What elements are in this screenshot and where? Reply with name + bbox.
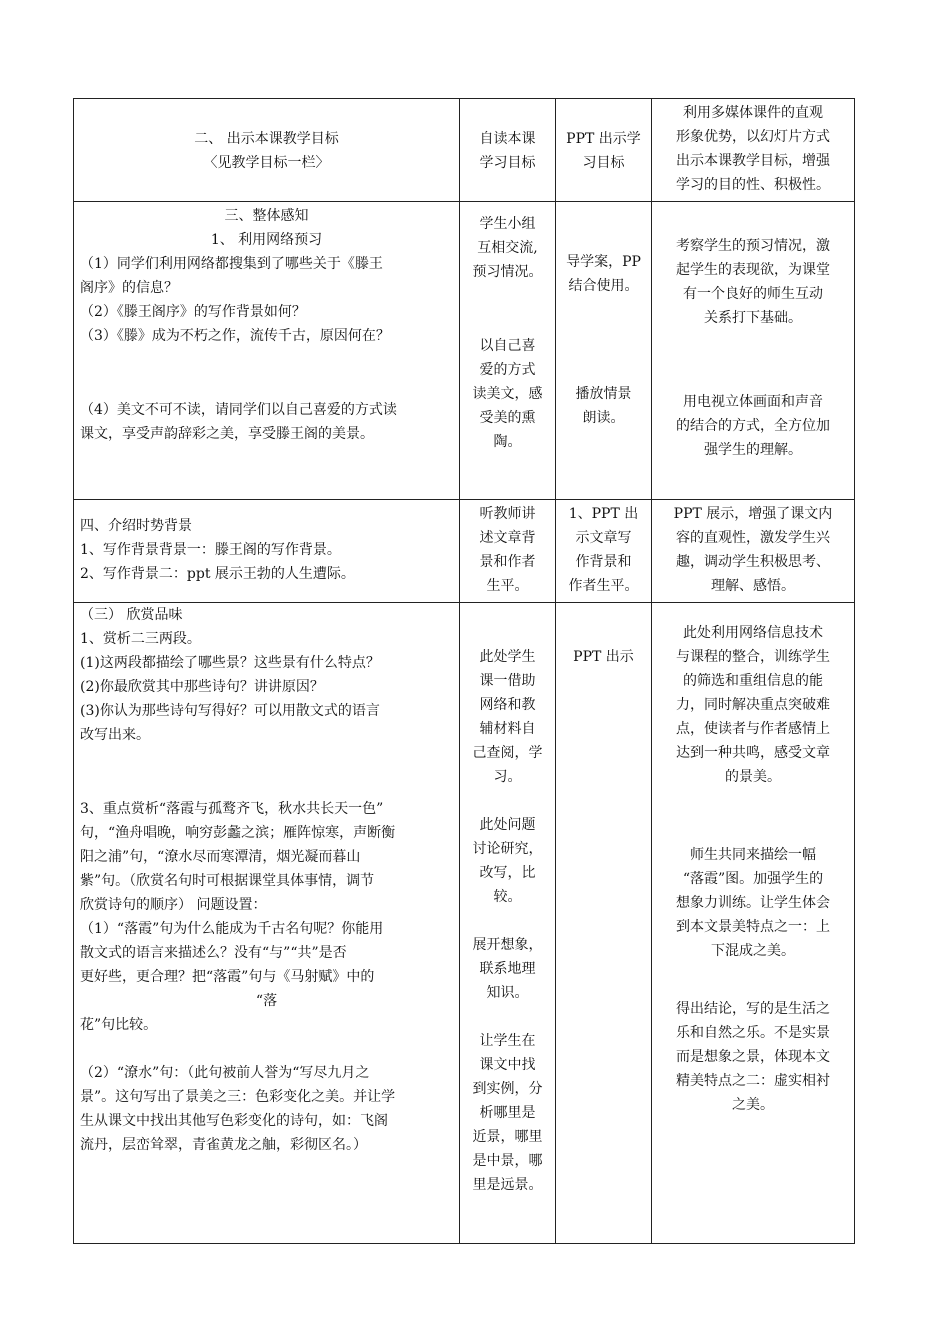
text-line: 形象优势，以幻灯片方式 bbox=[676, 129, 830, 145]
text-line: 下混成之美。 bbox=[711, 943, 795, 959]
text-line: 联系地理 bbox=[479, 961, 536, 977]
text-line: 达到一种共鸣，感受文章 bbox=[676, 745, 830, 761]
text-line: 考察学生的预习情况，激 bbox=[676, 238, 830, 254]
text-line: 作背景和 bbox=[575, 554, 632, 570]
text-line: PPT 展示，增强了课文内 bbox=[673, 506, 833, 522]
text-line: 网络和教 bbox=[479, 697, 536, 713]
text-line: 生从课文中找出其他写色彩变化的诗句，如：飞阁 bbox=[80, 1113, 388, 1129]
text-line: 趣，调动学生积极思考、 bbox=[676, 554, 830, 570]
text-line: 容的直观性，激发学生兴 bbox=[676, 530, 830, 546]
design-intent-cell bbox=[652, 99, 855, 202]
text-line: “落 bbox=[255, 993, 278, 1009]
table-row bbox=[74, 500, 855, 603]
text-line: 更好些，更合理？把“落霞”句与《马射赋》中的 bbox=[80, 969, 375, 985]
text-line: （2）“潦水”句：（此句被前人誉为“写尽九月之 bbox=[80, 1065, 370, 1081]
student-activity-cell bbox=[460, 99, 556, 202]
text-line: 出示本课教学目标，增强 bbox=[676, 153, 830, 169]
text-line: 析哪里是 bbox=[479, 1105, 536, 1121]
text-line: （1）同学们利用网络都搜集到了哪些关于《滕王 bbox=[80, 256, 383, 272]
text-line: 景”。这句写出了景美之三：色彩变化之美。并让学 bbox=[80, 1089, 396, 1105]
table-row bbox=[74, 202, 855, 500]
teaching-content-cell bbox=[74, 500, 460, 603]
teaching-content-cell bbox=[74, 603, 460, 1244]
text-line: 阁序》的信息？ bbox=[80, 280, 178, 296]
student-activity-cell bbox=[460, 500, 556, 603]
text-line: 改写出来。 bbox=[80, 727, 150, 743]
text-line: 起学生的表现欲，为课堂 bbox=[676, 262, 830, 278]
text-line: 到实例，分 bbox=[472, 1081, 543, 1097]
text-line: 结合使用。 bbox=[568, 278, 639, 294]
text-line: 强学生的理解。 bbox=[704, 442, 802, 458]
media-use-cell bbox=[556, 202, 652, 500]
text-line: 里是远景。 bbox=[472, 1177, 543, 1193]
text-line: 理解、感悟。 bbox=[711, 578, 795, 594]
text-line: 展开想象， bbox=[472, 937, 543, 953]
table-row bbox=[74, 603, 855, 1244]
text-line: 得出结论，写的是生活之 bbox=[676, 1001, 830, 1017]
text-line: 讨论研究， bbox=[472, 841, 543, 857]
design-intent-cell bbox=[652, 603, 855, 1244]
text-line: 习目标 bbox=[582, 155, 625, 171]
text-line: （4）美文不可不读，请同学们以自己喜爱的方式读 bbox=[80, 402, 397, 418]
student-activity-cell bbox=[460, 202, 556, 500]
text-line: 辅材料自 bbox=[479, 721, 536, 737]
section-heading: （三） 欣赏品味 bbox=[80, 607, 183, 623]
text-line: 爱的方式 bbox=[479, 362, 536, 378]
text-line: (3)你认为那些诗句写得好？可以用散文式的语言 bbox=[80, 703, 380, 719]
text-line: 景和作者 bbox=[479, 554, 536, 570]
text-line: 二、 出示本课教学目标 bbox=[194, 131, 339, 147]
text-line: 课文，享受声韵辞彩之美，享受滕王阁的美景。 bbox=[80, 426, 374, 442]
text-line: 述文章背 bbox=[479, 530, 536, 546]
text-line: 欣赏诗句的顺序） 问题设置： bbox=[80, 897, 267, 913]
text-line: （2）《滕王阁序》的写作背景如何？ bbox=[80, 304, 306, 320]
text-line: 导学案，PP bbox=[566, 254, 641, 270]
text-line: 想象力训练。让学生体会 bbox=[676, 895, 830, 911]
text-line: 而是想象之景，体现本文 bbox=[676, 1049, 830, 1065]
text-line: 自读本课 bbox=[479, 131, 536, 147]
text-line: 朗读。 bbox=[582, 410, 625, 426]
teaching-content-cell bbox=[74, 202, 460, 500]
text-line: 1、赏析二三两段。 bbox=[80, 631, 201, 647]
text-line: 让学生在 bbox=[479, 1033, 536, 1049]
text-line: 2、写作背景二：ppt 展示王勃的人生遭际。 bbox=[80, 566, 355, 582]
text-line: 与课程的整合，训练学生 bbox=[676, 649, 830, 665]
table-row bbox=[74, 99, 855, 202]
teaching-content-cell bbox=[74, 99, 460, 202]
subsection-heading: 1、 利用网络预习 bbox=[210, 232, 323, 248]
text-line: 示文章写 bbox=[575, 530, 632, 546]
text-line: 之美。 bbox=[732, 1097, 774, 1113]
text-line: 力，同时解决重点突破难 bbox=[676, 697, 830, 713]
text-line: 互相交流, bbox=[477, 240, 538, 256]
student-activity-cell bbox=[460, 603, 556, 1244]
text-line: 散文式的语言来描述么？没有“与”“共”是否 bbox=[80, 945, 347, 961]
text-line: (1)这两段都描绘了哪些景？这些景有什么特点？ bbox=[80, 655, 380, 671]
media-use-cell bbox=[556, 99, 652, 202]
text-line: 点，使读者与作者感情上 bbox=[676, 721, 830, 737]
section-heading: 三、整体感知 bbox=[224, 208, 309, 224]
text-line: 习。 bbox=[493, 769, 522, 785]
design-intent-cell bbox=[652, 500, 855, 603]
text-line: 课文中找 bbox=[479, 1057, 536, 1073]
text-line: 用电视立体画面和声音 bbox=[683, 394, 823, 410]
text-line: 生平。 bbox=[486, 578, 529, 594]
text-line: （3）《滕》成为不朽之作，流传千古，原因何在？ bbox=[80, 328, 390, 344]
text-line: 紫”句。（欣赏名句时可根据课堂具体事情，调节 bbox=[80, 873, 375, 889]
text-line: PPT 出示 bbox=[573, 649, 634, 665]
media-use-cell bbox=[556, 603, 652, 1244]
text-line: 听教师讲 bbox=[479, 506, 536, 522]
text-line: 学习的目的性、积极性。 bbox=[676, 177, 830, 193]
text-line: “落霞”图。加强学生的 bbox=[682, 871, 824, 887]
text-line: 此处问题 bbox=[479, 817, 536, 833]
text-line: 受美的熏 bbox=[479, 410, 536, 426]
media-use-cell bbox=[556, 500, 652, 603]
text-line: 的筛选和重组信息的能 bbox=[683, 673, 823, 689]
text-line: 流丹，层峦耸翠，青雀黄龙之舳，彩彻区名。） bbox=[80, 1137, 367, 1153]
text-line: 较。 bbox=[493, 889, 522, 905]
text-line: 的结合的方式，全方位加 bbox=[676, 418, 830, 434]
text-line: 此处学生 bbox=[479, 649, 536, 665]
text-line: （1）“落霞”句为什么能成为千古名句呢？你能用 bbox=[80, 921, 384, 937]
text-line: 以自己喜 bbox=[479, 338, 536, 354]
text-line: 精美特点之二：虚实相衬 bbox=[676, 1073, 830, 1089]
text-line: 学生小组 bbox=[479, 216, 536, 232]
text-line: 己查阅，学 bbox=[472, 745, 543, 761]
text-line: 句，“渔舟唱晚，响穷彭蠡之滨；雁阵惊寒，声断衡 bbox=[80, 825, 396, 841]
text-line: 陶。 bbox=[493, 434, 522, 450]
text-line: 关系打下基础。 bbox=[704, 310, 802, 326]
text-line: 预习情况。 bbox=[472, 264, 543, 280]
text-line: 读美文，感 bbox=[472, 386, 543, 402]
lesson-plan-table bbox=[73, 98, 855, 1244]
text-line: (2)你最欣赏其中那些诗句？讲讲原因？ bbox=[80, 679, 324, 695]
text-line: 作者生平。 bbox=[568, 578, 639, 594]
text-line: 的景美。 bbox=[725, 769, 781, 785]
text-line: 到本文景美特点之一：上 bbox=[676, 919, 830, 935]
text-line: 利用多媒体课件的直观 bbox=[683, 105, 823, 121]
text-line: 近景，哪里 bbox=[472, 1129, 543, 1145]
text-line: PPT 出示学 bbox=[566, 131, 641, 147]
text-line: 师生共同来描绘一幅 bbox=[690, 847, 816, 863]
text-line: 阳之浦”句，“潦水尽而寒潭清，烟光凝而暮山 bbox=[80, 849, 361, 865]
text-line: 1、PPT 出 bbox=[568, 506, 639, 522]
text-line: 知识。 bbox=[486, 985, 529, 1001]
design-intent-cell bbox=[652, 202, 855, 500]
text-line: 〈见教学目标一栏〉 bbox=[203, 155, 330, 171]
text-line: 是中景，哪 bbox=[472, 1153, 543, 1169]
text-line: 改写，比 bbox=[479, 865, 536, 881]
text-line: 乐和自然之乐。不是实景 bbox=[676, 1025, 830, 1041]
text-line: 播放情景 bbox=[575, 386, 632, 402]
text-line: 3、重点赏析“落霞与孤鹜齐飞，秋水共长天一色” bbox=[80, 801, 384, 817]
text-line: 课一借助 bbox=[479, 673, 536, 689]
text-line: 有一个良好的师生互动 bbox=[683, 286, 823, 302]
text-line: 此处利用网络信息技术 bbox=[683, 625, 823, 641]
section-heading: 四、介绍时势背景 bbox=[80, 518, 192, 534]
text-line: 花”句比较。 bbox=[80, 1017, 158, 1033]
text-line: 学习目标 bbox=[479, 155, 536, 171]
text-line: 1、写作背景背景一：滕王阁的写作背景。 bbox=[80, 542, 341, 558]
